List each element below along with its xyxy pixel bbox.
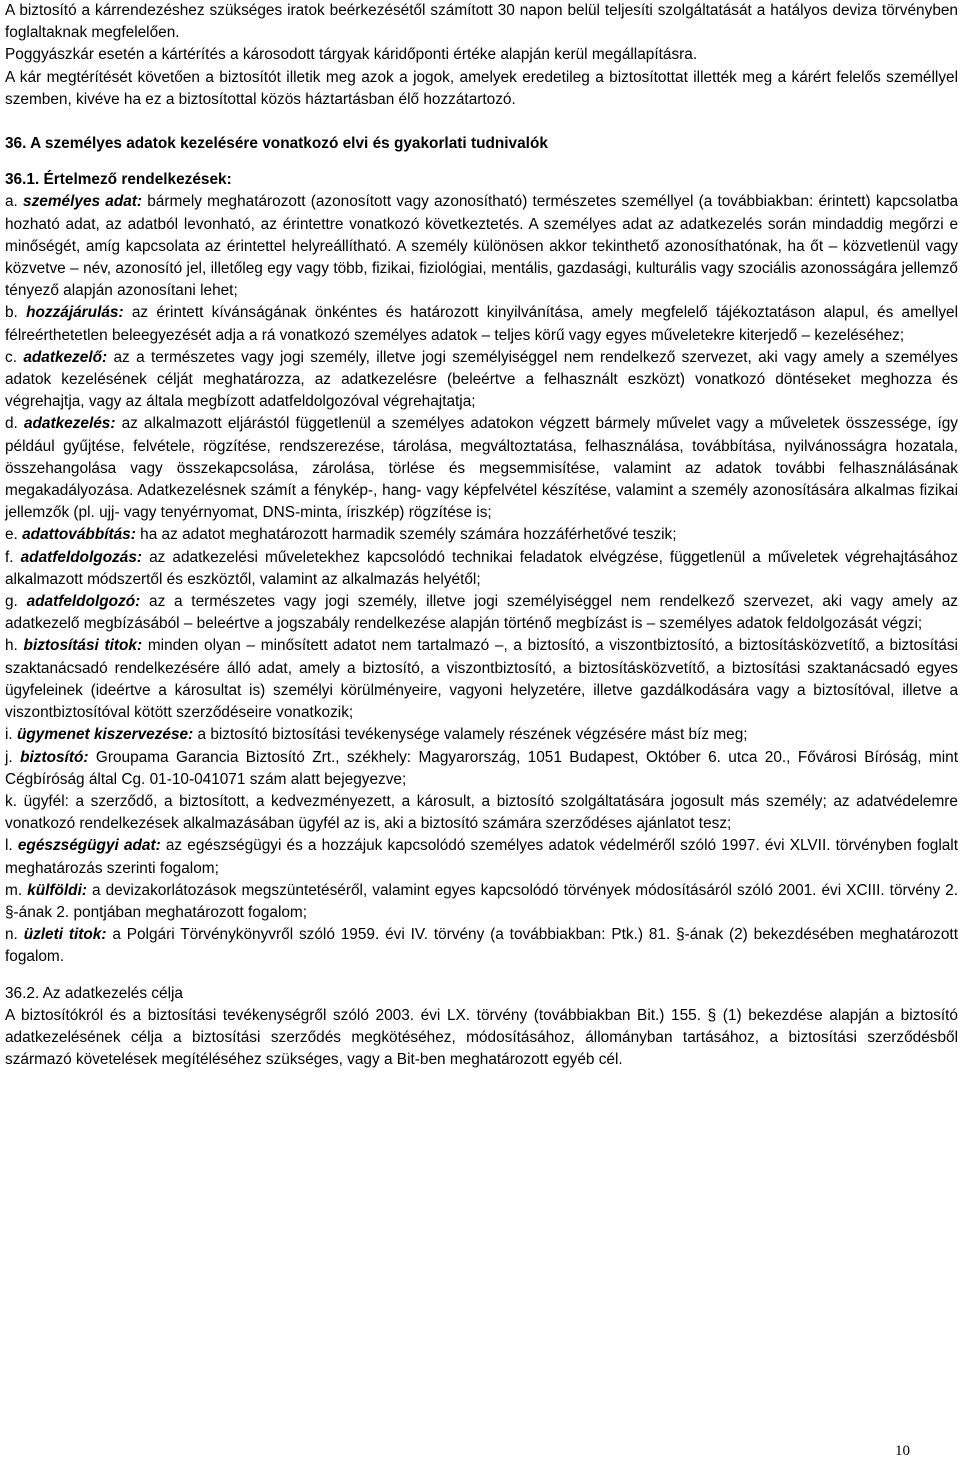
definition-term: külföldi: — [27, 881, 87, 899]
definition-letter: j. — [5, 748, 13, 766]
definition-text: az a természetes vagy jogi személy, illetve jogi személyiséggel nem rendelkező szervezet, aki vagy amely a személyes adatok kezelésének célját meghatározza, az adatkezelésre (beleértve a felhasznált eszközt) vonatkozó döntéseket meghozza és végrehajtja, vagy az általa megbízott adatfeldolgozóval végrehajtatja; — [5, 348, 958, 411]
definition-text: ha az adatot meghatározott harmadik személy számára hozzáférhetővé teszik; — [135, 526, 677, 544]
definition-text: bármely meghatározott (azonosított vagy azonosítható) természetes személlyel (a továbbiakban: érintett) kapcsolatba hozható adat, az adatból levonható, az érintettre vonatkozó következtetés. A személyes adat az adatkezelés során mindaddig megőrzi e minőségét, amíg kapcsolata az érintettel helyreállítható. A személy különösen akkor tekinthető azonosíthatónak, ha őt – közvetlenül vagy közvetve – név, azonosító jel, illetőleg egy vagy több, fizikai, fiziológiai, mentális, gazdasági, kulturális vagy szociális azonosságára jellemző tényező alapján azonosítani lehet; — [5, 193, 958, 300]
definition-letter: b. — [5, 304, 18, 322]
definition-letter: g. — [5, 593, 18, 611]
definition-term: személyes adat: — [23, 193, 143, 211]
definition-term: hozzájárulás: — [26, 304, 124, 322]
definition-text: az adatkezelési műveletekhez kapcsolódó technikai feladatok elvégzése, függetlenül a műveletek végrehajtásához alkalmazott módszertől és eszköztől, valamint az alkalmazás helyétől; — [5, 548, 958, 588]
definition-item — [5, 880, 958, 924]
definition-letter: n. — [5, 926, 18, 944]
definition-term: adatkezelő: — [23, 348, 108, 366]
definition-text: az érintett kívánságának önkéntes és határozott kinyilvánítása, amely megfelelő tájékoztatáson alapul, és amellyel félreérthetetlen beleegyezését adja a rá vonatkozó személyes adatok – teljes körű vagy egyes műveletekre kiterjedő – kezeléséhez; — [5, 304, 958, 344]
definition-letter: e. — [5, 526, 18, 544]
definition-item — [5, 591, 958, 635]
definition-item — [5, 635, 958, 724]
definition-letter: c. — [5, 348, 17, 366]
definition-letter: l. — [5, 837, 13, 855]
definition-term: adatfeldolgozó: — [26, 593, 141, 611]
definition-term: üzleti titok: — [23, 926, 107, 944]
definition-term: adatfeldolgozás: — [20, 548, 143, 566]
definition-text: minden olyan – minősített adatot nem tartalmazó –, a biztosító, a viszontbiztosító, a biztosításközvetítő, a biztosítási szaktanácsadó rendelkezésére álló adat, amely a biztosító, a viszontbiztosító, a biztosításközvetítő, a biztosítási szaktanácsadó egyes ügyfeleinek (ideértve a károsultat is) személyi körülményeire, vagyoni helyzetére, illetve gazdálkodására vagy a biztosítóval, illetve a viszontbiztosítóval kötött szerződéseire vonatkozik; — [5, 637, 958, 722]
subsection-heading-definitions: 36.1. Értelmező rendelkezések: — [5, 171, 232, 189]
definition-item — [5, 791, 958, 835]
definition-letter: k. — [5, 792, 17, 810]
definition-letter: h. — [5, 637, 18, 655]
definition-term: egészségügyi adat: — [17, 837, 161, 855]
document-page — [5, 0, 958, 1071]
subsection-heading-purpose: 36.2. Az adatkezelés célja — [5, 984, 183, 1002]
definition-item — [5, 835, 958, 879]
definition-text: az a természetes vagy jogi személy, illetve jogi személyiséggel nem rendelkező szervezet, aki vagy amely az adatkezelő megbízásából – beleértve a jogszabály rendelkezése alapján történő megbízást is – személyes adatok feldolgozását végzi; — [5, 593, 959, 633]
definition-item — [5, 191, 958, 302]
definition-term: adattovábbítás: — [22, 526, 136, 544]
definition-item — [5, 547, 958, 591]
definition-text: a Polgári Törvénykönyvről szóló 1959. évi IV. törvény (a továbbiakban: Ptk.) 81. §-ának (2) bekezdésében meghatározott fogalom. — [5, 926, 958, 966]
definition-letter: m. — [5, 881, 23, 899]
definition-letter: f. — [5, 548, 14, 566]
definition-text: ügyfél: a szerződő, a biztosított, a kedvezményezett, a károsult, a biztosító szolgáltatására jogosult más személy; az adatvédelemre vonatkozó rendelkezések alkalmazásában ügyfél az is, aki a biztosító számára szerződéses ajánlatot tesz; — [5, 792, 958, 833]
definition-text: az alkalmazott eljárástól függetlenül a személyes adatokon végzett bármely művelet vagy a műveletek összessége, így például gyűjtése, felvétele, rögzítése, rendszerezése, tárolása, megváltoztatása, felhasználása, továbbítása, nyilvánosságra hozatala, összehangolása vagy összekapcsolása, zárolása, törlése és megsemmisítése, valamint az adatok további felhasználásának megakadályozása. Adatkezelésnek számít a fénykép-, hang- vagy képfelvétel készítése, valamint a személy azonosítására alkalmas fizikai jellemzők (pl. ujj- vagy tenyérnyomat, DNS-minta, íriszkép) rögzítése is; — [5, 415, 958, 522]
definition-term: adatkezelés: — [23, 415, 116, 433]
definition-letter: a. — [5, 193, 18, 211]
definition-item — [5, 524, 958, 546]
definition-item — [5, 924, 958, 968]
section-heading: 36. A személyes adatok kezelésére vonatkozó elvi és gyakorlati tudnivalók — [5, 135, 548, 153]
definition-text: a biztosító biztosítási tevékenysége valamely részének végzésére mást bíz meg; — [193, 726, 748, 744]
purpose-paragraph: A biztosítókról és a biztosítási tevékenységről szóló 2003. évi LX. törvény (továbbiakban Bit.) 155. § (1) bekezdése alapján a biztosító adatkezelésének célja a biztosítási szerződés megkötéséhez, módosításához, állományban tartásához, a biztosítási szerződésből származó követelések megítéléséhez szükséges, vagy a Bit-ben meghatározott egyéb cél. — [5, 1006, 958, 1069]
definition-term: biztosító: — [20, 748, 89, 766]
definition-letter: i. — [5, 726, 13, 744]
definition-text: a devizakorlátozások megszüntetéséről, valamint egyes kapcsolódó törvények módosításáról szóló 2001. évi XCIII. törvény 2. §-ának 2. pontjában meghatározott fogalom; — [5, 881, 959, 921]
definition-term: ügymenet kiszervezése: — [16, 726, 194, 744]
definition-text: az egészségügyi és a hozzájuk kapcsolódó személyes adatok védelméről szóló 1997. évi XLVII. törvényben foglalt meghatározás szerinti fogalom; — [5, 837, 959, 877]
intro-paragraph-3: A kár megtérítését követően a biztosítót illetik meg azok a jogok, amelyek eredetileg a biztosítottat illették meg a kárért felelős személlyel szemben, kivéve ha ez a biztosítottal közös háztartásban élő hozzátartozó. — [5, 68, 958, 108]
intro-paragraph-1: A biztosító a kárrendezéshez szükséges iratok beérkezésétől számított 30 napon belül teljesíti szolgáltatását a hatályos deviza törvényben foglaltaknak megfelelően. — [5, 2, 958, 42]
definition-item — [5, 302, 958, 346]
definition-list — [5, 191, 958, 968]
definition-item — [5, 724, 958, 746]
definition-text: Groupama Garancia Biztosító Zrt., székhely: Magyarország, 1051 Budapest, Október 6. utca 20., Fővárosi Bíróság, mint Cégbíróság által Cg. 01-10-041071 szám alatt bejegyezve; — [5, 748, 958, 788]
definition-item — [5, 347, 958, 414]
intro-paragraph-2: Poggyászkár esetén a kártérítés a károsodott tárgyak káridőponti értéke alapján kerül megállapításra. — [5, 46, 698, 64]
page-number: 10 — [895, 1443, 910, 1459]
definition-term: biztosítási titok: — [23, 637, 143, 655]
definition-letter: d. — [5, 415, 18, 433]
definition-item — [5, 413, 958, 524]
definition-item — [5, 747, 958, 791]
